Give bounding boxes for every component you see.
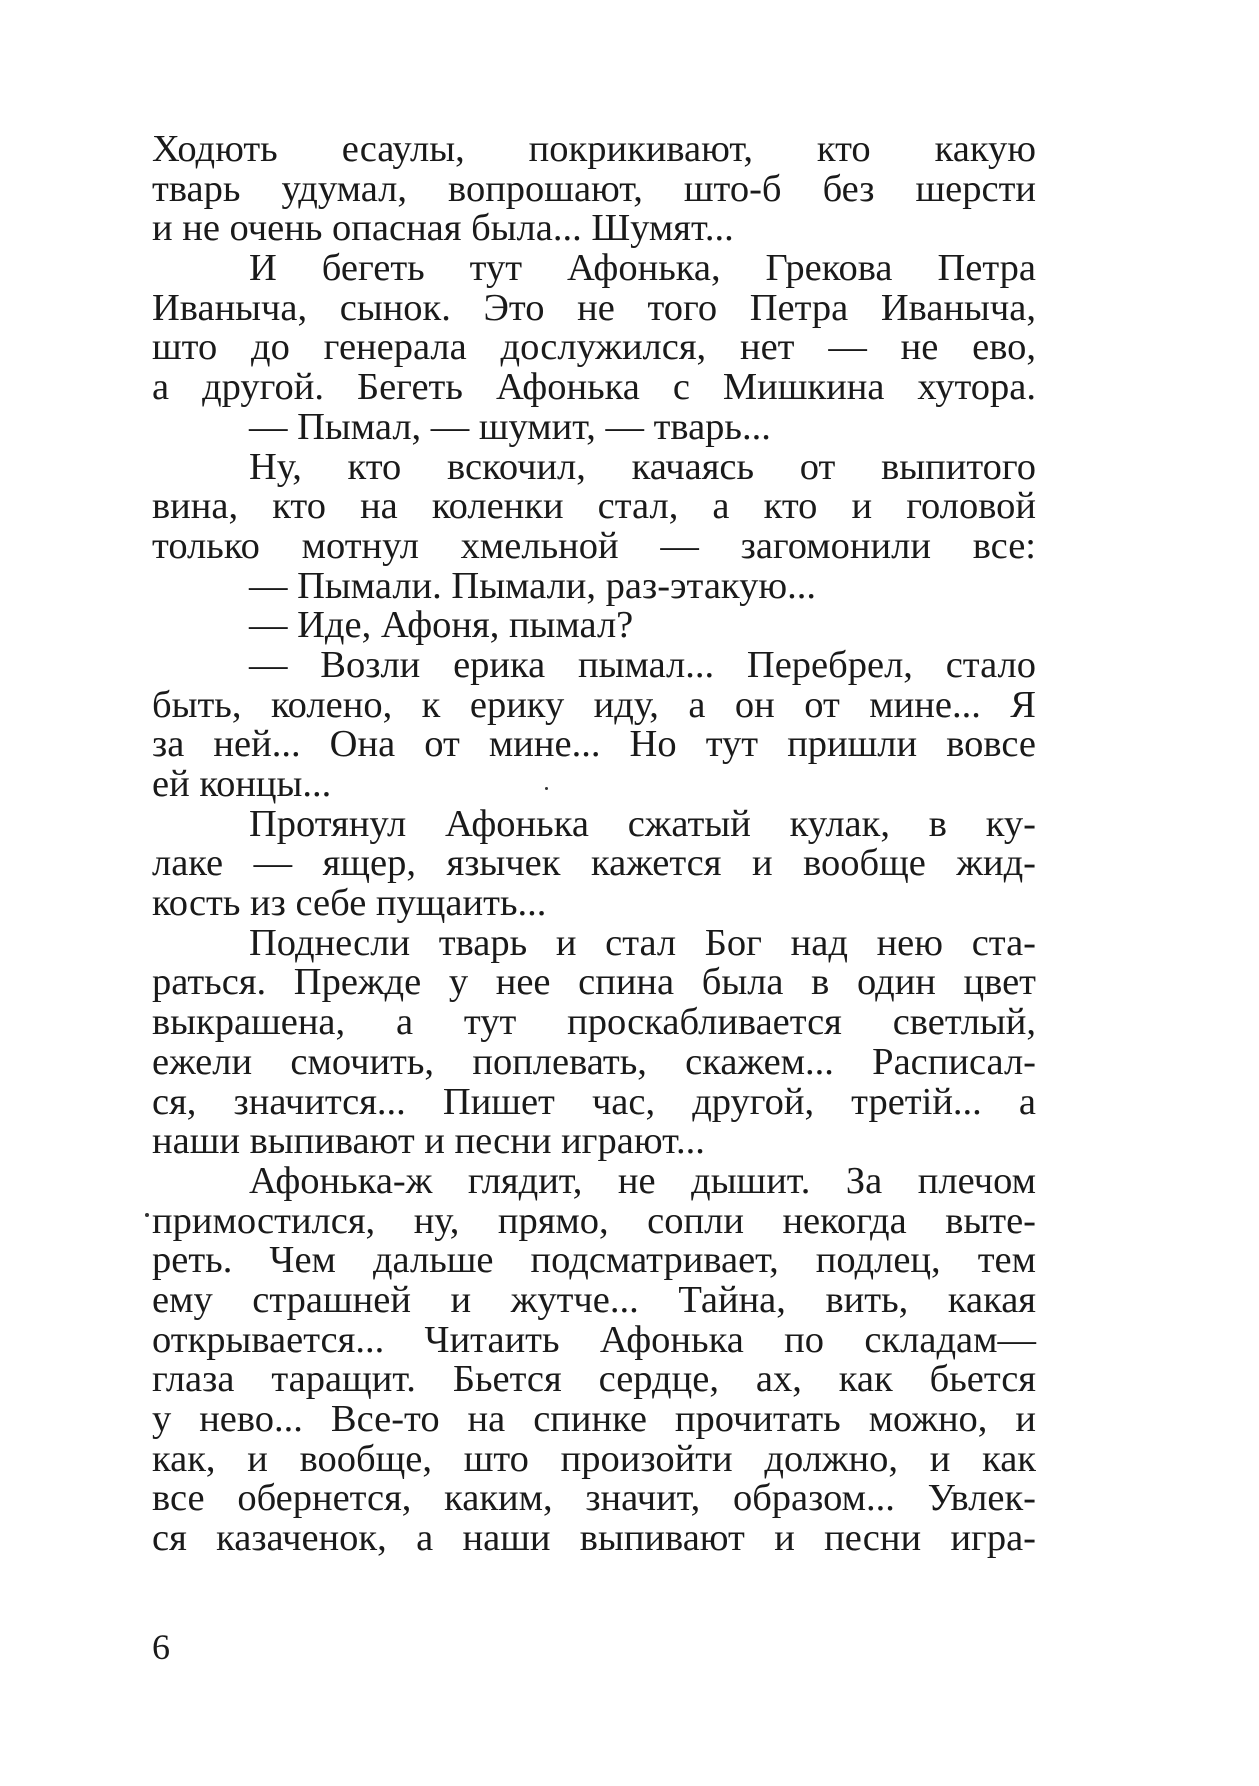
print-speck [545, 787, 548, 790]
text-line: ся, значится... Пишет час, другой, третій... а [152, 1080, 1036, 1123]
text-line: а другой. Бегеть Афонька с Мишкина хутора. [152, 366, 1036, 409]
text-line: глаза таращит. Бьется сердце, ах, как бьется [152, 1358, 1036, 1401]
text-line: только мотнул хмельной — загомонили все: [152, 524, 1036, 567]
text-line: ему страшней и жутче... Тайна, вить, какая [152, 1278, 1036, 1321]
text-line: все обернется, каким, значит, образом... Увлек- [152, 1477, 1036, 1520]
text-line: — Пымали. Пымали, раз-этакую... [249, 564, 816, 607]
text-line: выкрашена, а тут проскабливается светлый, [152, 1001, 1036, 1044]
text-line: и не очень опасная была... Шумят... [152, 207, 734, 250]
text-line: Иваныча, сынок. Это не того Петра Иваныча, [152, 286, 1036, 329]
text-line: — Пымал, — шумит, — тварь... [249, 405, 771, 448]
text-line: раться. Прежде у нее спина была в один цвет [152, 961, 1036, 1004]
text-line: у нево... Все-то на спинке прочитать можно, и [152, 1398, 1036, 1440]
text-line: тварь удумал, вопрошают, што-б без шерсти [152, 167, 1036, 210]
text-line: Протянул Афонька сжатый кулак, в ку- [249, 802, 1036, 845]
text-line: ей концы... [152, 763, 332, 805]
text-line: открывается... Читаить Афонька по складам— [152, 1318, 1036, 1361]
text-line: быть, колено, к ерику иду, а он от мине... Я [152, 683, 1036, 726]
text-line: ежели смочить, поплевать, скажем... Расписал- [152, 1040, 1036, 1083]
text-line: — Возли ерика пымал... Перебрел, стало [249, 643, 1036, 686]
text-line: реть. Чем дальше подсматривает, подлец, тем [152, 1239, 1036, 1282]
text-line: лаке — ящер, язычек кажется и вообще жид- [152, 842, 1036, 885]
text-line: — Иде, Афоня, пымал? [249, 604, 634, 647]
text-line: вина, кто на коленки стал, а кто и головой [152, 485, 1036, 528]
page-number: 6 [152, 1627, 170, 1667]
text-line: ся казаченок, а наши выпивают и песни игра- [152, 1517, 1036, 1560]
text-line: што до генерала дослужился, нет — не ево, [152, 326, 1036, 369]
text-line: И бегеть тут Афонька, Грекова Петра [249, 247, 1036, 290]
body-text [152, 130, 1036, 1559]
text-line: Ну, кто вскочил, качаясь от выпитого [249, 445, 1036, 488]
text-line: кость из себе пущаить... [152, 882, 547, 925]
text-line: Поднесли тварь и стал Бог над нею ста- [249, 921, 1036, 964]
text-line: наши выпивают и песни играют... [152, 1120, 705, 1163]
text-line: примостился, ну, прямо, сопли некогда выте- [152, 1199, 1036, 1242]
text-line: за ней... Она от мине... Но тут пришли вовсе [152, 723, 1036, 766]
text-line: Ходють есаулы, покрикивают, кто какую [152, 128, 1036, 170]
print-speck [145, 1213, 149, 1217]
text-line: как, и вообще, што произойти должно, и как [152, 1437, 1036, 1480]
text-line: Афонька-ж глядит, не дышит. За плечом [249, 1159, 1036, 1202]
